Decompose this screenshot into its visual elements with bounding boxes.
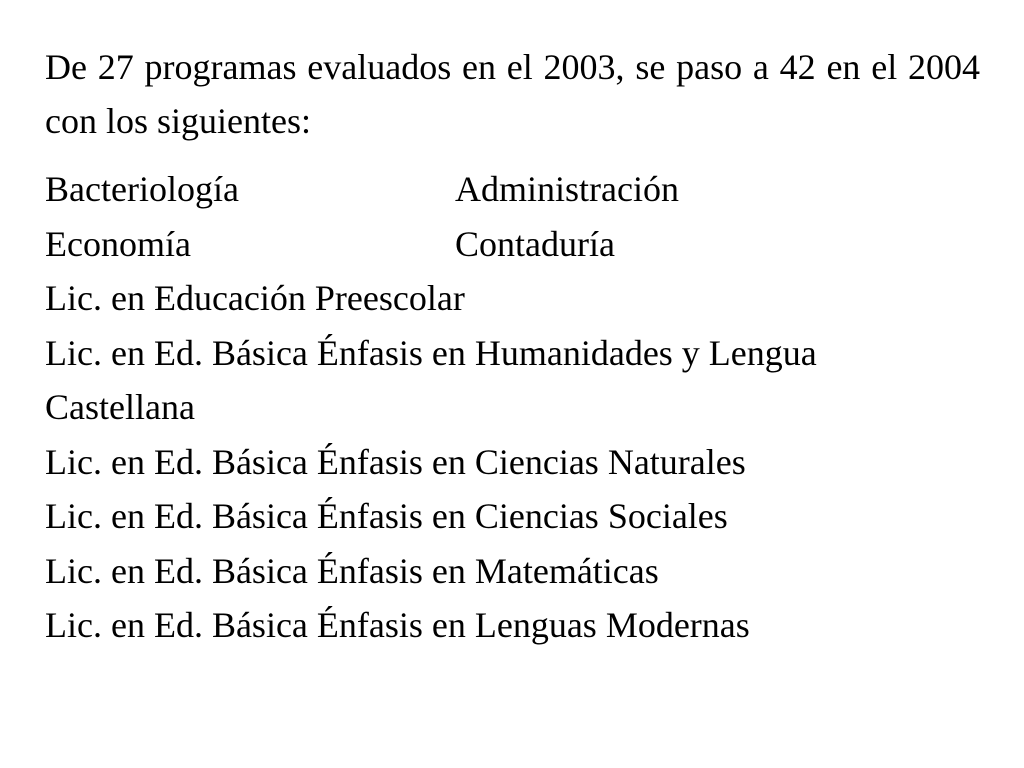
program-list [45, 162, 980, 653]
program-administracion: Administración [455, 169, 679, 209]
program-economia: Economía [45, 223, 191, 264]
program-bacteriologia: Bacteriología [45, 169, 239, 209]
slide-content [45, 40, 980, 653]
program-contaduria: Contaduría [455, 223, 615, 264]
program-row [45, 217, 980, 272]
program-preescolar: Lic. en Educación Preescolar [45, 278, 465, 318]
program-matematicas: Lic. en Ed. Básica Énfasis en Matemáticas [45, 550, 659, 591]
intro-paragraph: De 27 programas evaluados en el 2003, se paso a 42 en el 2004 con los siguientes: [45, 47, 980, 141]
program-humanidades: Lic. en Ed. Básica Énfasis en Humanidades y Lengua Castellana [45, 332, 817, 427]
program-lenguas-modernas: Lic. en Ed. Básica Énfasis en Lenguas Modernas [45, 605, 750, 645]
program-ciencias-sociales: Lic. en Ed. Básica Énfasis en Ciencias Sociales [45, 496, 728, 536]
program-row [45, 162, 980, 217]
program-ciencias-naturales: Lic. en Ed. Básica Énfasis en Ciencias Naturales [45, 441, 746, 482]
